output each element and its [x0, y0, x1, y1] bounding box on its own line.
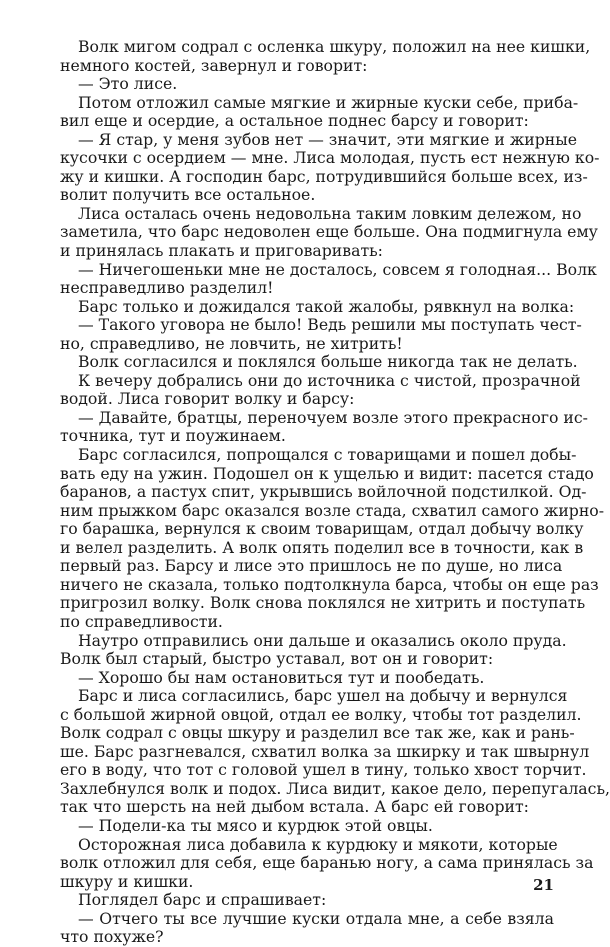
text-line: первый раз. Барсу и лисе это пришлось не по душе, но лиса	[60, 556, 563, 576]
text-line: Наутро отправились они дальше и оказались около пруда.	[78, 630, 567, 650]
text-line: заметила, что барс недоволен еще больше. Она подмигнула ему	[60, 222, 598, 242]
text-line: Волк содрал с овцы шкуру и разделил все так же, как и рань-	[60, 723, 575, 743]
text-line: его в воду, что тот с головой ушел в тину, только хвост торчит.	[60, 760, 587, 780]
text-line: ше. Барс разгневался, схватил волка за шкирку и так швырнул	[60, 741, 590, 761]
text-line: — Я стар, у меня зубов нет — значит, эти мягкие и жирные	[78, 129, 577, 149]
text-line: ничего не сказала, только подтолкнула барса, чтобы он еще раз	[60, 574, 599, 594]
text-line: волк отложил для себя, еще баранью ногу, а сама принялась за	[60, 853, 594, 873]
text-line: Потом отложил самые мягкие и жирные куски себе, приба-	[78, 92, 579, 112]
text-line: несправедливо разделил!	[60, 278, 274, 298]
text-line: так что шерсть на ней дыбом встала. А барс ей говорит:	[60, 797, 529, 817]
text-line: — Давайте, братцы, переночуем возле этого прекрасного ис-	[78, 407, 588, 427]
text-line: что похуже?	[60, 927, 164, 947]
text-line: — Хорошо бы нам остановиться тут и пообедать.	[78, 667, 485, 687]
text-line: ним прыжком барс оказался возле стада, схватил самого жирно-	[60, 500, 605, 520]
text-line: баранов, а пастух спит, укрывшись войлочной подстилкой. Од-	[60, 482, 587, 502]
text-line: но, справедливо, не ловчить, не хитрить!	[60, 333, 403, 353]
text-line: водой. Лиса говорит волку и барсу:	[60, 389, 355, 409]
text-line: вать еду на ужин. Подошел он к ущелью и видит: пасется стадо	[60, 463, 594, 483]
text-line: Волк мигом содрал с осленка шкуру, положил на нее кишки,	[78, 37, 591, 56]
text-line: вил еще и осердие, а остальное поднес барсу и говорит:	[60, 111, 529, 131]
text-line: и принялась плакать и приговаривать:	[60, 241, 383, 261]
text-line: немного костей, завернул и говорит:	[60, 55, 368, 75]
text-line: — Подели-ка ты мясо и курдюк этой овцы.	[78, 815, 433, 835]
text-line: по справедливости.	[60, 611, 223, 631]
text-line: Волк был старый, быстро уставал, вот он и говорит:	[60, 649, 494, 669]
page-number: 21	[533, 876, 554, 894]
text-line: Поглядел барс и спрашивает:	[78, 890, 327, 910]
text-line: жу и кишки. А господин барс, потрудившийся больше всех, из-	[60, 166, 588, 186]
text-line: шкуру и кишки.	[60, 871, 194, 891]
text-line: кусочки с осердием — мне. Лиса молодая, пусть ест нежную ко-	[60, 148, 600, 168]
text-line: — Ничегошеньки мне не досталось, совсем я голодная... Волк	[78, 259, 597, 279]
text-line: точника, тут и поужинаем.	[60, 426, 286, 446]
text-line: — Отчего ты все лучшие куски отдала мне, а себе взяла	[78, 908, 554, 928]
text-line: с большой жирной овцой, отдал ее волку, чтобы тот разделил.	[60, 704, 582, 724]
text-line: Барс только и дожидался такой жалобы, рявкнул на волка:	[78, 296, 575, 316]
text-line: Барс согласился, попрощался с товарищами и пошел добы-	[78, 445, 577, 465]
text-line: К вечеру добрались они до источника с чистой, прозрачной	[78, 370, 581, 390]
text-line: волит получить все остальное.	[60, 185, 316, 205]
text-line: Захлебнулся волк и подох. Лиса видит, какое дело, перепугалась,	[60, 778, 610, 798]
text-line: — Такого уговора не было! Ведь решили мы поступать чест-	[78, 315, 582, 335]
book-page	[60, 37, 610, 947]
text-line: го барашка, вернулся к своим товарищам, отдал добычу волку	[60, 519, 584, 539]
text-line: — Это лисе.	[78, 74, 178, 94]
text-line: Лиса осталась очень недовольна таким ловким дележом, но	[78, 203, 582, 223]
text-line: и велел разделить. А волк опять поделил все в точности, как в	[60, 537, 584, 557]
text-line: Волк согласился и поклялся больше никогда так не делать.	[78, 352, 578, 372]
text-line: Барс и лиса согласились, барс ушел на добычу и вернулся	[78, 686, 568, 706]
text-line: пригрозил волку. Волк снова поклялся не хитрить и поступать	[60, 593, 586, 613]
text-line: Осторожная лиса добавила к курдюку и мякоти, которые	[78, 834, 558, 854]
